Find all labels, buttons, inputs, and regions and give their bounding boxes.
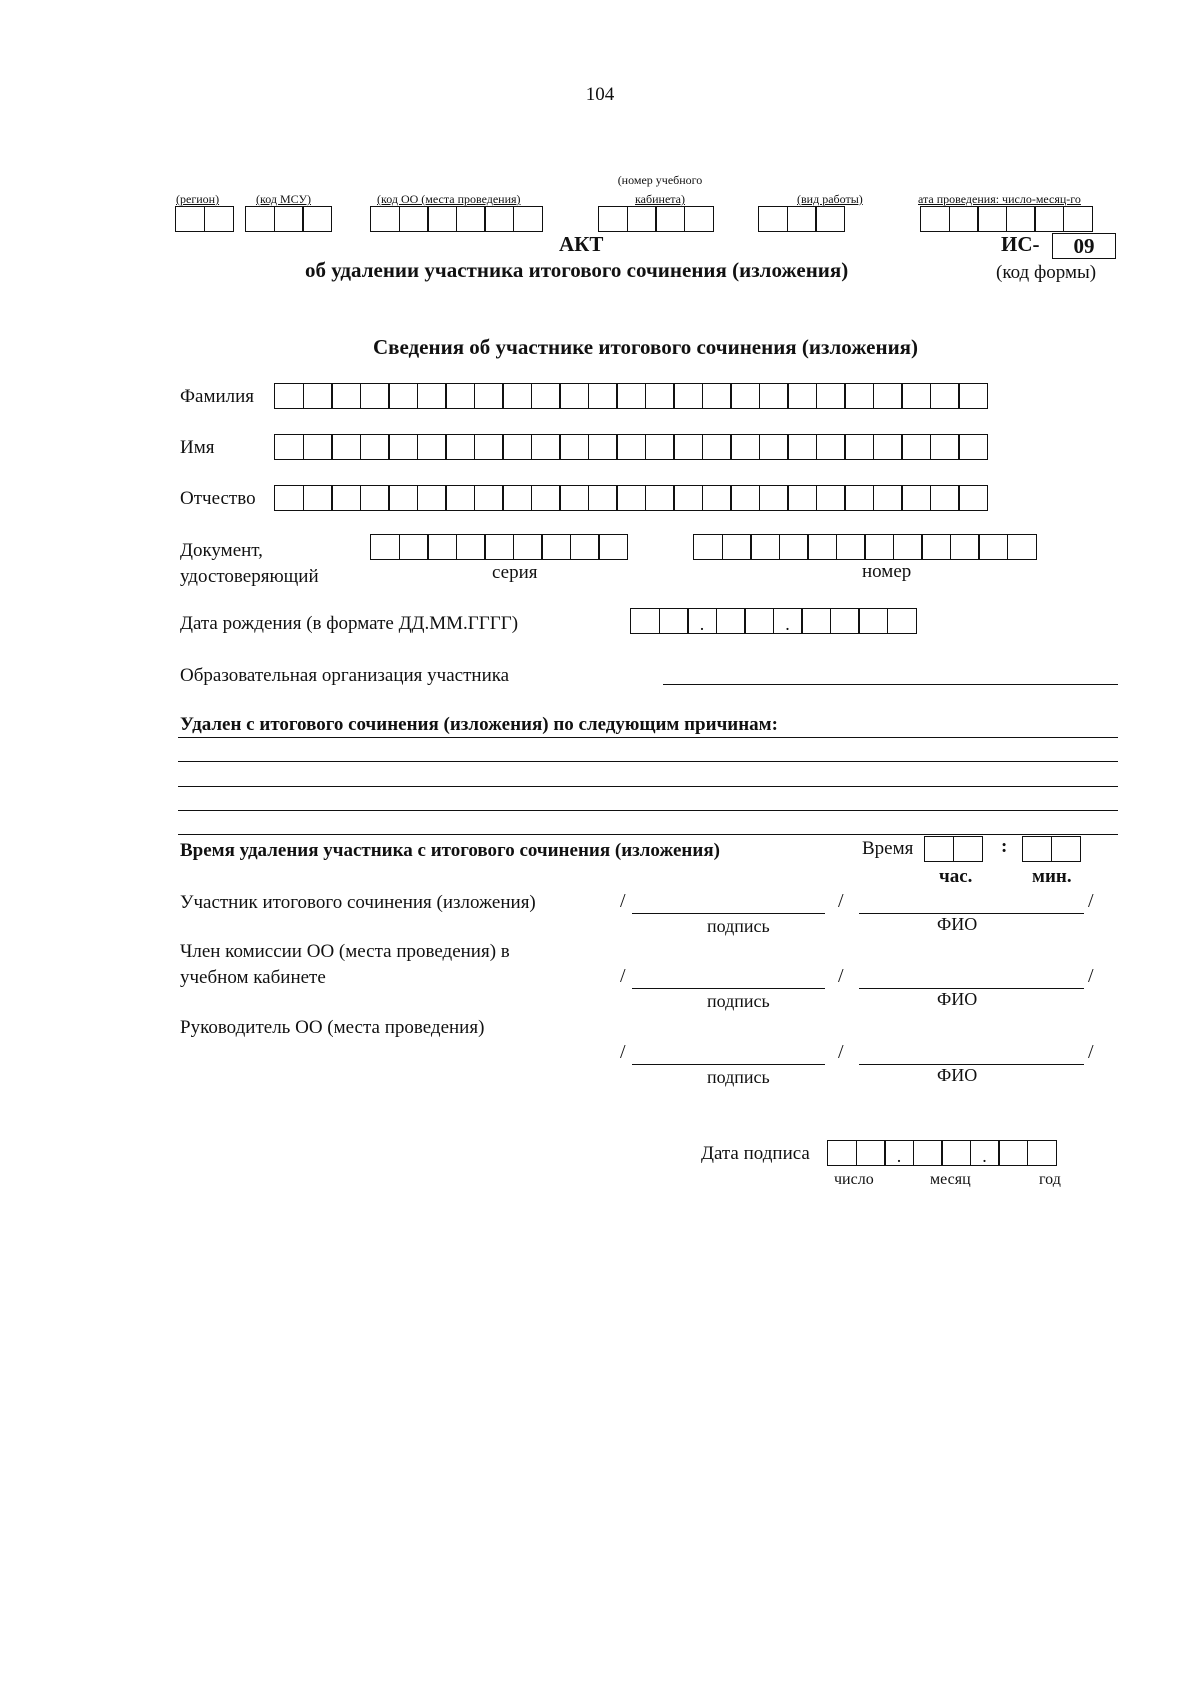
- hours-boxes[interactable]: [924, 836, 983, 862]
- input-cell[interactable]: [445, 485, 475, 511]
- oo-boxes[interactable]: [370, 206, 543, 232]
- input-cell[interactable]: [901, 383, 931, 409]
- fio-caption: ФИО: [937, 914, 978, 934]
- input-cell[interactable]: [531, 383, 561, 409]
- input-cell[interactable]: [175, 206, 205, 232]
- input-cell[interactable]: [759, 383, 789, 409]
- participant-signature-line[interactable]: [632, 913, 825, 914]
- input-cell[interactable]: [730, 434, 760, 460]
- sign-date-boxes[interactable]: [827, 1140, 1057, 1166]
- time-label: Время: [862, 838, 914, 859]
- input-cell[interactable]: [787, 383, 817, 409]
- input-cell[interactable]: [816, 485, 846, 511]
- input-cell[interactable]: [924, 836, 954, 862]
- input-cell[interactable]: [630, 608, 660, 634]
- input-cell[interactable]: [616, 485, 646, 511]
- input-cell[interactable]: [901, 434, 931, 460]
- input-cell[interactable]: [474, 485, 504, 511]
- input-cell[interactable]: [502, 383, 532, 409]
- act-subtitle: об удалении участника итогового сочинения (изложения): [305, 258, 849, 282]
- input-cell[interactable]: [950, 534, 980, 560]
- input-cell[interactable]: [570, 534, 600, 560]
- year-caption: год: [1039, 1171, 1061, 1188]
- input-cell[interactable]: [302, 206, 332, 232]
- input-cell[interactable]: [399, 534, 429, 560]
- oo-label: (код ОО (места проведения): [377, 192, 521, 206]
- input-cell[interactable]: [977, 206, 1007, 232]
- document-label-2: удостоверяющий: [180, 566, 319, 587]
- signature-caption: подпись: [707, 1067, 770, 1087]
- document-label-1: Документ,: [180, 540, 263, 561]
- input-cell[interactable]: [303, 383, 333, 409]
- name-boxes[interactable]: [274, 434, 988, 460]
- input-cell[interactable]: [588, 434, 618, 460]
- series-label: серия: [492, 562, 538, 583]
- work-type-label: (вид работы): [797, 192, 863, 206]
- input-cell[interactable]: .: [773, 608, 803, 634]
- input-cell[interactable]: [474, 434, 504, 460]
- input-cell[interactable]: [645, 485, 675, 511]
- time-colon: :: [1001, 836, 1008, 857]
- input-cell[interactable]: [598, 206, 628, 232]
- input-cell[interactable]: [716, 608, 746, 634]
- input-cell[interactable]: [531, 485, 561, 511]
- form-code-label: (код формы): [996, 262, 1097, 283]
- input-cell[interactable]: [750, 534, 780, 560]
- series-boxes[interactable]: [370, 534, 628, 560]
- patronymic-boxes[interactable]: [274, 485, 988, 511]
- input-cell[interactable]: [830, 608, 860, 634]
- input-cell[interactable]: [1034, 206, 1064, 232]
- input-cell[interactable]: [787, 434, 817, 460]
- head-signature-line[interactable]: [632, 1064, 825, 1065]
- input-cell[interactable]: [893, 534, 923, 560]
- form-code-box: 09: [1052, 233, 1116, 259]
- input-cell[interactable]: [958, 434, 988, 460]
- input-cell[interactable]: [930, 383, 960, 409]
- region-label: (регион): [176, 192, 220, 206]
- reason-line[interactable]: [178, 810, 1118, 811]
- input-cell[interactable]: [331, 383, 361, 409]
- input-cell[interactable]: [588, 485, 618, 511]
- input-cell[interactable]: [598, 534, 628, 560]
- input-cell[interactable]: [913, 1140, 943, 1166]
- input-cell[interactable]: [873, 434, 903, 460]
- input-cell[interactable]: [659, 608, 689, 634]
- head-label: Руководитель ОО (места проведения): [180, 1017, 485, 1038]
- input-cell[interactable]: [331, 485, 361, 511]
- input-cell[interactable]: [474, 383, 504, 409]
- input-cell[interactable]: [887, 608, 917, 634]
- act-title: АКТ: [559, 232, 604, 256]
- input-cell[interactable]: [616, 434, 646, 460]
- reason-line[interactable]: [178, 834, 1118, 835]
- slash: /: [1088, 965, 1094, 987]
- input-cell[interactable]: [673, 434, 703, 460]
- input-cell[interactable]: [541, 534, 571, 560]
- input-cell[interactable]: [1007, 534, 1037, 560]
- input-cell[interactable]: [445, 383, 475, 409]
- input-cell[interactable]: [274, 485, 304, 511]
- input-cell[interactable]: [445, 434, 475, 460]
- organization-label: Образовательная организация участника: [180, 665, 510, 686]
- form-prefix: ИС-: [1001, 232, 1040, 256]
- region-boxes[interactable]: [175, 206, 234, 232]
- input-cell[interactable]: [502, 434, 532, 460]
- input-cell[interactable]: [360, 485, 390, 511]
- input-cell[interactable]: [303, 434, 333, 460]
- input-cell[interactable]: [204, 206, 234, 232]
- patronymic-label: Отчество: [180, 488, 256, 509]
- work-type-boxes[interactable]: [758, 206, 845, 232]
- input-cell[interactable]: [274, 206, 304, 232]
- minutes-label: мин.: [1032, 866, 1072, 887]
- input-cell[interactable]: [456, 534, 486, 560]
- input-cell[interactable]: [953, 836, 983, 862]
- member-label-2: учебном кабинете: [180, 967, 326, 988]
- input-cell[interactable]: [998, 1140, 1028, 1166]
- exam-date-boxes[interactable]: [920, 206, 1093, 232]
- input-cell[interactable]: [388, 434, 418, 460]
- month-caption: месяц: [930, 1171, 971, 1188]
- birthdate-boxes[interactable]: [630, 608, 917, 634]
- input-cell[interactable]: [836, 534, 866, 560]
- fio-caption: ФИО: [937, 989, 978, 1009]
- input-cell[interactable]: [930, 485, 960, 511]
- minutes-boxes[interactable]: [1022, 836, 1081, 862]
- input-cell[interactable]: [370, 206, 400, 232]
- surname-boxes[interactable]: [274, 383, 988, 409]
- input-cell[interactable]: [388, 485, 418, 511]
- input-cell[interactable]: [930, 434, 960, 460]
- slash: /: [620, 965, 626, 987]
- input-cell[interactable]: [559, 434, 589, 460]
- cabinet-label-1: (номер учебного: [617, 173, 703, 187]
- input-cell[interactable]: [559, 383, 589, 409]
- input-cell[interactable]: [722, 534, 752, 560]
- input-cell[interactable]: .: [687, 608, 717, 634]
- input-cell[interactable]: [1063, 206, 1093, 232]
- input-cell[interactable]: [815, 206, 845, 232]
- input-cell[interactable]: [484, 206, 514, 232]
- input-cell[interactable]: [1051, 836, 1081, 862]
- hours-label: час.: [939, 866, 973, 887]
- slash: /: [1088, 1041, 1094, 1063]
- input-cell[interactable]: [684, 206, 714, 232]
- input-cell[interactable]: [759, 434, 789, 460]
- input-cell[interactable]: [744, 608, 774, 634]
- page-number: 104: [585, 84, 615, 105]
- input-cell[interactable]: [274, 383, 304, 409]
- input-cell[interactable]: [702, 383, 732, 409]
- msu-boxes[interactable]: [245, 206, 332, 232]
- input-cell[interactable]: [807, 534, 837, 560]
- participant-label: Участник итогового сочинения (изложения): [180, 892, 536, 913]
- input-cell[interactable]: [417, 383, 447, 409]
- input-cell[interactable]: [331, 434, 361, 460]
- number-label: номер: [862, 561, 912, 582]
- input-cell[interactable]: [858, 608, 888, 634]
- slash: /: [620, 890, 626, 912]
- input-cell[interactable]: [427, 534, 457, 560]
- input-cell[interactable]: [531, 434, 561, 460]
- input-cell[interactable]: [399, 206, 429, 232]
- input-cell[interactable]: [873, 485, 903, 511]
- reason-line[interactable]: [178, 786, 1118, 787]
- input-cell[interactable]: [417, 485, 447, 511]
- input-cell[interactable]: [844, 383, 874, 409]
- input-cell[interactable]: [1027, 1140, 1057, 1166]
- input-cell[interactable]: [1022, 836, 1052, 862]
- signature-caption: подпись: [707, 991, 770, 1011]
- input-cell[interactable]: [978, 534, 1008, 560]
- input-cell[interactable]: [388, 383, 418, 409]
- input-cell[interactable]: [513, 206, 543, 232]
- reason-line[interactable]: [178, 761, 1118, 762]
- input-cell[interactable]: [816, 383, 846, 409]
- input-cell[interactable]: [920, 206, 950, 232]
- input-cell[interactable]: [702, 485, 732, 511]
- input-cell[interactable]: [274, 434, 304, 460]
- input-cell[interactable]: [1006, 206, 1036, 232]
- input-cell[interactable]: [303, 485, 333, 511]
- input-cell[interactable]: [370, 534, 400, 560]
- input-cell[interactable]: [645, 383, 675, 409]
- slash: /: [838, 890, 844, 912]
- input-cell[interactable]: [816, 434, 846, 460]
- input-cell[interactable]: [864, 534, 894, 560]
- input-cell[interactable]: [673, 485, 703, 511]
- input-cell[interactable]: [873, 383, 903, 409]
- input-cell[interactable]: [655, 206, 685, 232]
- input-cell[interactable]: [949, 206, 979, 232]
- input-cell[interactable]: [941, 1140, 971, 1166]
- name-label: Имя: [180, 437, 215, 458]
- input-cell[interactable]: [730, 485, 760, 511]
- date-label: ата проведения: число-месяц-го: [918, 192, 1081, 206]
- input-cell[interactable]: [360, 434, 390, 460]
- slash: /: [838, 1041, 844, 1063]
- input-cell[interactable]: [844, 434, 874, 460]
- input-cell[interactable]: [758, 206, 788, 232]
- input-cell[interactable]: [901, 485, 931, 511]
- input-cell[interactable]: [730, 383, 760, 409]
- input-cell[interactable]: [673, 383, 703, 409]
- surname-label: Фамилия: [180, 386, 255, 407]
- fio-caption: ФИО: [937, 1065, 978, 1085]
- input-cell[interactable]: [588, 383, 618, 409]
- input-cell[interactable]: [787, 206, 817, 232]
- msu-label: (код МСУ): [256, 192, 311, 206]
- input-cell[interactable]: [245, 206, 275, 232]
- input-cell[interactable]: [844, 485, 874, 511]
- input-cell[interactable]: [702, 434, 732, 460]
- input-cell[interactable]: [417, 434, 447, 460]
- input-cell[interactable]: .: [884, 1140, 914, 1166]
- input-cell[interactable]: [958, 485, 988, 511]
- input-cell[interactable]: [693, 534, 723, 560]
- input-cell[interactable]: [627, 206, 657, 232]
- input-cell[interactable]: [360, 383, 390, 409]
- reason-line[interactable]: [178, 737, 1118, 738]
- input-cell[interactable]: [456, 206, 486, 232]
- input-cell[interactable]: [616, 383, 646, 409]
- slash: /: [1088, 890, 1094, 912]
- organization-line[interactable]: [663, 684, 1118, 685]
- input-cell[interactable]: [759, 485, 789, 511]
- cabinet-boxes[interactable]: [598, 206, 714, 232]
- slash: /: [838, 965, 844, 987]
- input-cell[interactable]: [856, 1140, 886, 1166]
- input-cell[interactable]: .: [970, 1140, 1000, 1166]
- input-cell[interactable]: [787, 485, 817, 511]
- input-cell[interactable]: [484, 534, 514, 560]
- slash: /: [620, 1041, 626, 1063]
- signature-caption: подпись: [707, 916, 770, 936]
- member-label-1: Член комиссии ОО (места проведения) в: [180, 941, 510, 962]
- input-cell[interactable]: [427, 206, 457, 232]
- input-cell[interactable]: [502, 485, 532, 511]
- removal-time-label: Время удаления участника с итогового сочинения (изложения): [180, 840, 720, 861]
- sign-date-label: Дата подписа: [701, 1143, 810, 1164]
- member-signature-line[interactable]: [632, 988, 825, 989]
- input-cell[interactable]: [958, 383, 988, 409]
- day-caption: число: [834, 1171, 874, 1188]
- input-cell[interactable]: [779, 534, 809, 560]
- input-cell[interactable]: [827, 1140, 857, 1166]
- birthdate-label: Дата рождения (в формате ДД.ММ.ГГГГ): [180, 613, 519, 634]
- cabinet-label-2: кабинета): [635, 192, 685, 206]
- reasons-title: Удален с итогового сочинения (изложения) по следующим причинам:: [180, 714, 778, 735]
- section-title: Сведения об участнике итогового сочинения (изложения): [373, 335, 919, 359]
- input-cell[interactable]: [645, 434, 675, 460]
- input-cell[interactable]: [559, 485, 589, 511]
- input-cell[interactable]: [801, 608, 831, 634]
- input-cell[interactable]: [513, 534, 543, 560]
- number-boxes[interactable]: [693, 534, 1037, 560]
- input-cell[interactable]: [921, 534, 951, 560]
